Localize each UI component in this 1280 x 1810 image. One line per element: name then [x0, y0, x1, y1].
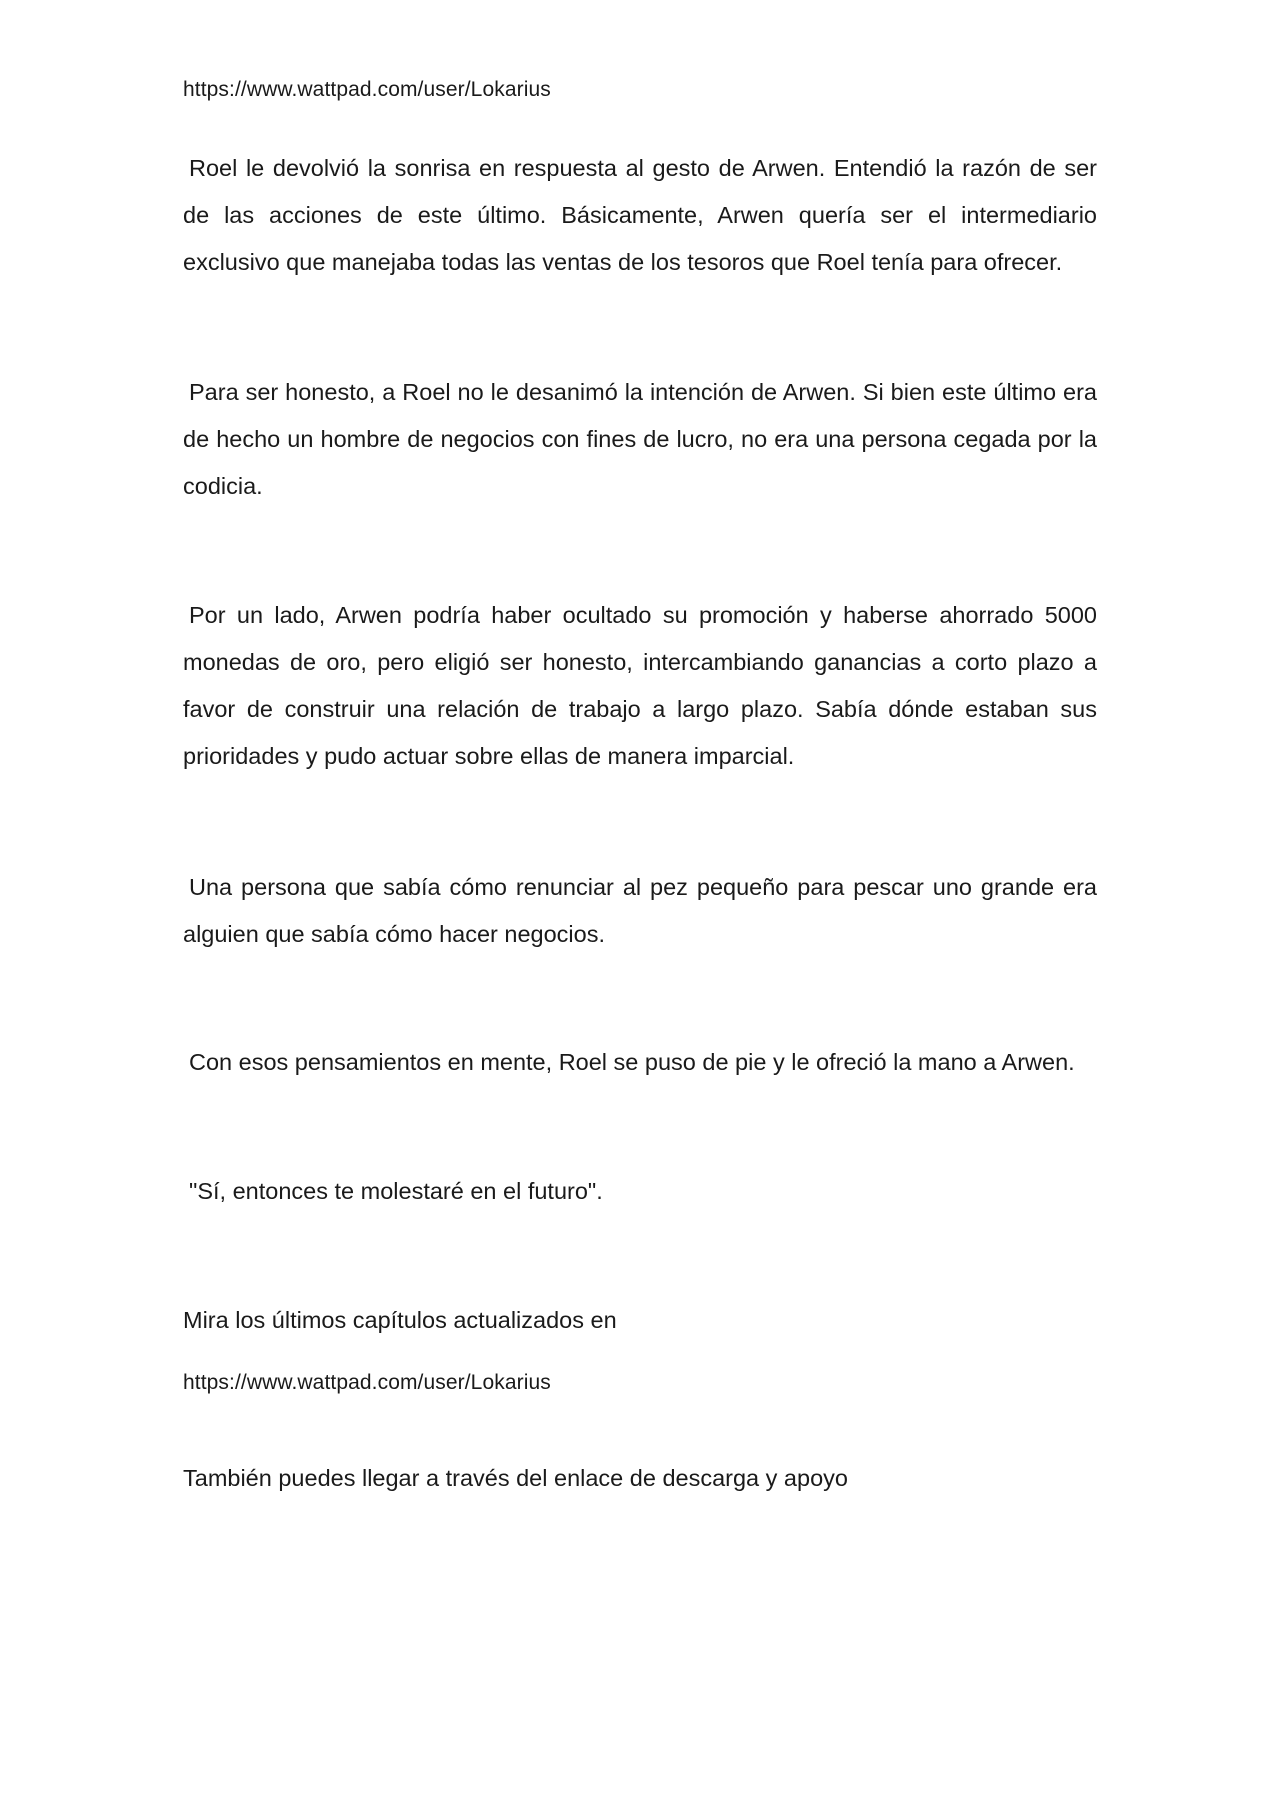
promo-text: Mira los últimos capítulos actualizados en: [183, 1307, 617, 1333]
paragraph-4: Una persona que sabía cómo renunciar al pez pequeño para pescar uno grande era alguien que sabía cómo hacer negocios.: [183, 874, 1097, 947]
paragraph-1: Roel le devolvió la sonrisa en respuesta al gesto de Arwen. Entendió la razón de ser de las acciones de este último. Básicamente, Arwen quería ser el intermediario exclusivo que manejaba todas las ventas de los tesoros que Roel tenía para ofrecer.: [183, 155, 1097, 275]
header-url: https://www.wattpad.com/user/Lokarius: [183, 78, 551, 101]
paragraph-6: "Sí, entonces te molestaré en el futuro".: [189, 1178, 603, 1204]
paragraph-2: Para ser honesto, a Roel no le desanimó la intención de Arwen. Si bien este último era de hecho un hombre de negocios con fines de lucro, no era una persona cegada por la codicia.: [183, 379, 1097, 499]
paragraph-5: Con esos pensamientos en mente, Roel se puso de pie y le ofreció la mano a Arwen.: [189, 1049, 1075, 1075]
footer-url: https://www.wattpad.com/user/Lokarius: [183, 1371, 551, 1394]
paragraph-3: Por un lado, Arwen podría haber ocultado su promoción y haberse ahorrado 5000 monedas de oro, pero eligió ser honesto, intercambiando ganancias a corto plazo a favor de construir una relación de trabajo a largo plazo. Sabía dónde estaban sus prioridades y pudo actuar sobre ellas de manera imparcial.: [183, 602, 1097, 769]
support-text: También puedes llegar a través del enlace de descarga y apoyo: [183, 1465, 848, 1491]
